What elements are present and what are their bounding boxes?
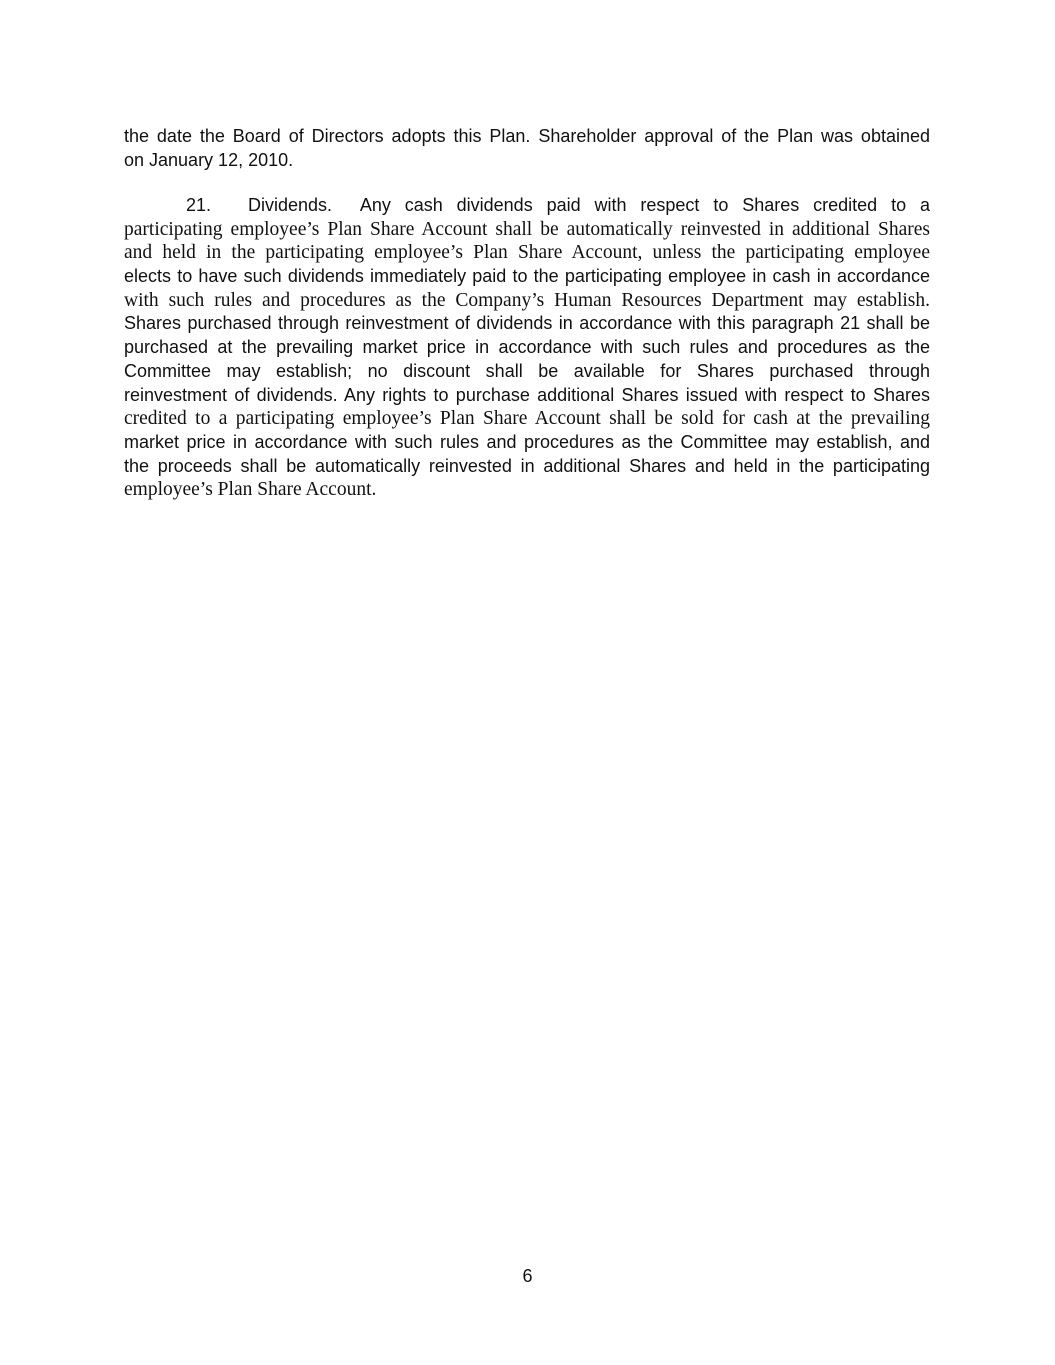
paragraph-line: credited to a participating employee’s Plan Share Account shall be sold for cash at the prevailing	[124, 408, 930, 430]
paragraph-first-line	[124, 194, 930, 218]
paragraph-line: and held in the participating employee’s Plan Share Account, unless the participating employee	[124, 242, 930, 264]
paragraph-line: purchased at the prevailing market price in accordance with such rules and procedures as the	[124, 337, 930, 358]
paragraph-line: market price in accordance with such rules and procedures as the Committee may establish, and	[124, 431, 930, 452]
section-heading: Dividends.	[248, 195, 333, 215]
section-number: 21.	[186, 195, 212, 215]
paragraph-line: participating employee’s Plan Share Account shall be automatically reinvested in additional Shares	[124, 218, 930, 240]
paragraph-line: reinvestment of dividends. Any rights to purchase additional Shares issued with respect to Shares	[124, 384, 930, 405]
paragraph-dividends	[124, 194, 930, 502]
page-number: 6	[522, 1266, 533, 1286]
paragraph-line: Committee may establish; no discount shall be available for Shares purchased through	[124, 360, 930, 381]
paragraph-line: Shares purchased through reinvestment of dividends in accordance with this paragraph 21 shall be	[124, 313, 930, 334]
paragraph-line: the proceeds shall be automatically reinvested in additional Shares and held in the participating	[124, 455, 930, 476]
paragraph-line: with such rules and procedures as the Company’s Human Resources Department may establish.	[124, 289, 930, 311]
paragraph-plan-adoption	[124, 125, 930, 172]
paragraph-line: employee’s Plan Share Account.	[124, 479, 377, 501]
paragraph-line: Any cash dividends paid with respect to Shares credited to a	[359, 195, 930, 215]
paragraph-line: on January 12, 2010.	[124, 149, 294, 170]
paragraph-line: elects to have such dividends immediately paid to the participating employee in cash in accordance	[124, 266, 930, 287]
paragraph-line: the date the Board of Directors adopts this Plan. Shareholder approval of the Plan was obtained	[124, 126, 930, 146]
